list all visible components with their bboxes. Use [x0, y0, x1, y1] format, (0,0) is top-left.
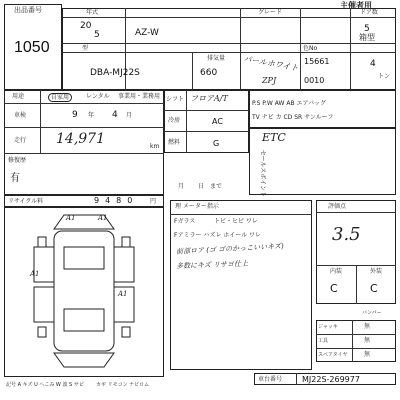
- rental-label: レンタル: [86, 93, 110, 100]
- code2: 0010: [304, 76, 325, 85]
- color-code-handwritten: ZPJ: [262, 76, 277, 85]
- mileage-value: 14,971: [56, 131, 105, 147]
- model-code: DBA-MJ22S: [90, 68, 140, 78]
- car-name: AZ-W: [135, 28, 159, 38]
- check-line: Fアミラー ハズレ ホイール ワレ: [174, 232, 262, 239]
- date-month-label: 月: [178, 183, 185, 190]
- usage-selected: 自家用: [48, 93, 72, 102]
- owner-label: 主催者用: [340, 1, 372, 10]
- month-value: 5: [94, 30, 100, 40]
- inspection-label: 車検: [14, 112, 27, 119]
- recycle-unit: 円: [150, 198, 157, 205]
- notes-box: [170, 200, 312, 370]
- equipment-line1: P.S P.W AW AB エアバッグ: [252, 100, 327, 107]
- notes-hand-2: 多数にキズ リサヨ仕上: [175, 259, 249, 271]
- ac-value: AC: [212, 117, 223, 126]
- tool-label: 工具: [318, 338, 329, 344]
- inspection-year-label: 年: [88, 112, 95, 119]
- color-no: 15661: [304, 57, 330, 66]
- interior-label: 内装: [330, 268, 343, 275]
- inspection-year: 9: [72, 110, 78, 120]
- car-diagram: [4, 207, 164, 377]
- recycle-value: 9480: [94, 196, 139, 205]
- shift-label: シフト: [166, 96, 185, 103]
- inspection-month: 4: [112, 110, 118, 120]
- mileage-unit: km: [150, 143, 160, 150]
- type-label: 型: [82, 45, 89, 52]
- history-label: 修復歴: [8, 157, 27, 164]
- glass-label: Fガラス: [174, 218, 196, 225]
- history-value: 有: [10, 173, 20, 184]
- damage-mark-4: A1: [118, 290, 128, 298]
- equipment-block: [249, 90, 396, 128]
- jack-label: ジャッキ: [318, 324, 338, 330]
- score-label: 評価点: [328, 203, 347, 210]
- sales-point-label: セールスポイント: [259, 149, 267, 198]
- accessory-row1: 無: [364, 323, 371, 330]
- shift-value: フロアA/T: [190, 94, 228, 103]
- damage-mark-3: A1: [30, 270, 40, 278]
- fuel-label: 燃料: [168, 139, 181, 146]
- body-value: 箱型: [359, 33, 375, 42]
- inspection-month-label: 月: [126, 112, 133, 119]
- interior-score: C: [330, 282, 338, 295]
- date-day-label: 日: [198, 183, 205, 190]
- bumper-label: バンパー: [362, 310, 382, 316]
- exterior-score: C: [370, 282, 378, 295]
- grade-label: グレード: [258, 9, 283, 16]
- year-value: 20: [80, 21, 92, 31]
- remote-label: カギ リモコン ナビロム: [96, 382, 150, 388]
- cc-label: 排気量: [207, 55, 226, 62]
- legend-text: 記号 A キズ U へこみ W 波 S サビ: [6, 382, 84, 388]
- exterior-label: 外装: [370, 268, 383, 275]
- load-label: トン: [378, 73, 391, 80]
- business-label: 事業用・業務用: [118, 93, 161, 100]
- cc-value: 660: [200, 68, 218, 78]
- chassis-value: MJ22S-269977: [302, 375, 360, 384]
- damage-mark-1: A1: [66, 214, 76, 222]
- ac-label: 冷房: [168, 117, 181, 124]
- spare-label: スペアタイヤ: [318, 352, 348, 358]
- year-label: 年式: [86, 9, 99, 16]
- etc-note: ETC: [262, 131, 286, 144]
- accessory-row2: 無: [364, 337, 371, 344]
- sales-point-box: [249, 128, 396, 198]
- color-no-label: 色No: [303, 45, 318, 52]
- lot-number-label: 出品番号: [14, 6, 42, 14]
- recycle-label: リサイクル料: [8, 198, 44, 205]
- accessory-row3: 無: [364, 351, 371, 358]
- fuel-value: G: [213, 139, 220, 148]
- door-label: ドア数: [360, 9, 378, 16]
- color-handwritten: パールホワイト: [242, 54, 299, 73]
- lot-number: 1050: [14, 39, 50, 56]
- date-after-label: まで: [210, 183, 223, 190]
- mileage-label: 走行: [14, 137, 27, 144]
- notes-title: 理 メーター指示: [175, 203, 219, 210]
- chassis-label: 車台番号: [258, 376, 283, 383]
- door-value: 5: [364, 24, 370, 34]
- usage-label: 用途: [12, 93, 25, 100]
- glass-options: トビ・ヒビ ワレ: [214, 218, 258, 225]
- damage-mark-2: A1: [98, 214, 108, 222]
- seats-value: 4: [370, 59, 376, 69]
- equipment-line2: TV ナビ カ CD SR サンルーフ: [252, 114, 334, 121]
- score-value: 3.5: [332, 224, 361, 245]
- notes-hand-1: 前部ロア (ゴ ゴのかっこいいキズ): [175, 242, 284, 256]
